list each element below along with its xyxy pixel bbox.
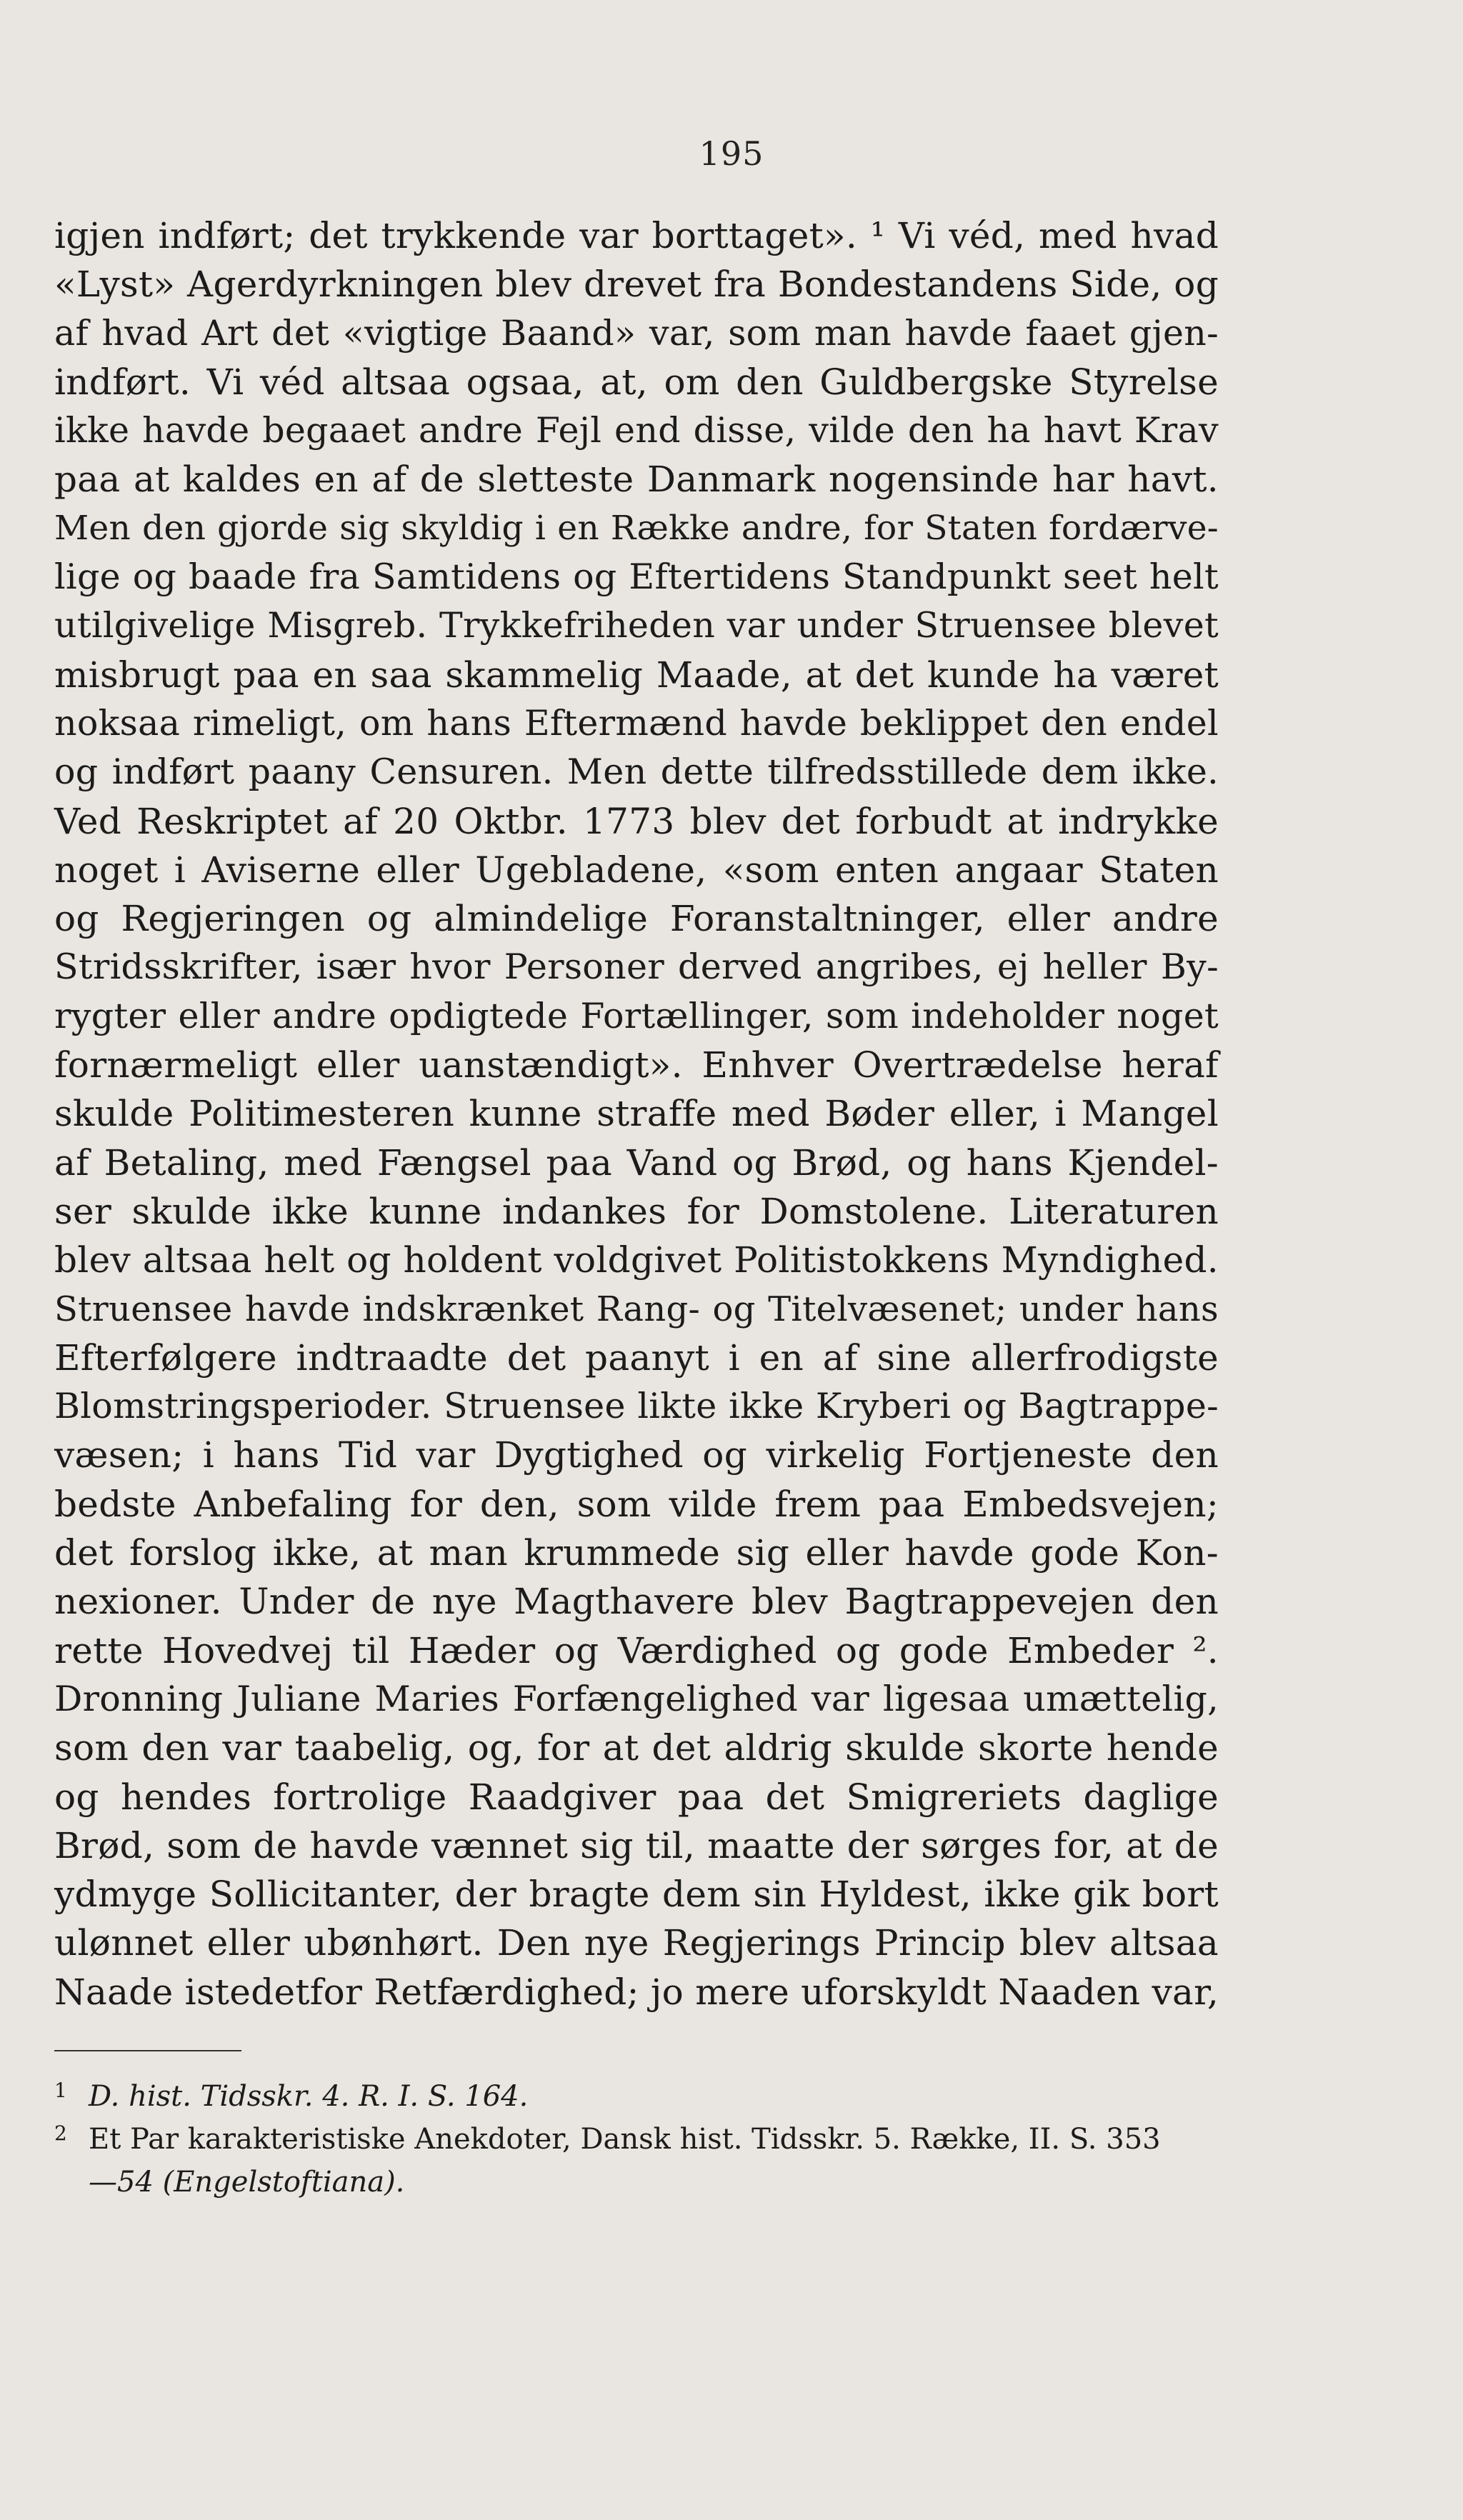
- text-line: og Regjeringen og almindelige Foranstaltninger, eller andre: [54, 898, 1219, 940]
- text-line: indført. Vi véd altsaa ogsaa, at, om den Guldbergske Styrelse: [54, 361, 1219, 403]
- text-line: rette Hovedvej til Hæder og Værdighed og gode Embeder ².: [54, 1629, 1219, 1671]
- footnote-marker: 1: [54, 2079, 67, 2102]
- text-line: paa at kaldes en af de sletteste Danmark nogensinde har havt.: [54, 459, 1219, 501]
- footnote-text: Et Par karakteristiske Anekdoter, Dansk hist. Tidsskr. 5. Række, II. S. 353: [89, 2123, 1161, 2156]
- text-line: ydmyge Sollicitanter, der bragte dem sin Hyldest, ikke gik bort: [54, 1874, 1219, 1916]
- footnote-divider: [54, 2050, 241, 2051]
- text-line: som den var taabelig, og, for at det aldrig skulde skorte hende: [54, 1727, 1219, 1769]
- text-line: Ved Reskriptet af 20 Oktbr. 1773 blev det forbudt at indrykke: [54, 800, 1219, 842]
- text-line: Blomstringsperioder. Struensee likte ikke Kryberi og Bagtrappe-: [54, 1386, 1219, 1427]
- text-line: det forslog ikke, at man krummede sig eller havde gode Kon-: [54, 1532, 1219, 1574]
- text-line: lige og baade fra Samtidens og Eftertidens Standpunkt seet helt: [54, 556, 1219, 598]
- footnote-2-continuation: [54, 2161, 1226, 2204]
- footnote-text: —54 (Engelstoftiana).: [89, 2166, 405, 2199]
- text-line: skulde Politimesteren kunne straffe med Bøder eller, i Mangel: [54, 1093, 1219, 1135]
- footnote-1: [54, 2075, 1226, 2118]
- text-line: og hendes fortrolige Raadgiver paa det Smigreriets daglige: [54, 1776, 1219, 1818]
- text-line: Dronning Juliane Maries Forfængelighed var ligesaa umættelig,: [54, 1678, 1219, 1719]
- text-line: noget i Aviserne eller Ugebladene, «som enten angaar Staten: [54, 849, 1219, 891]
- text-line: rygter eller andre opdigtede Fortællinger, som indeholder noget: [54, 995, 1219, 1036]
- text-line: nexioner. Under de nye Magthavere blev Bagtrappevejen den: [54, 1581, 1219, 1623]
- text-line: af Betaling, med Fængsel paa Vand og Brød, og hans Kjendel-: [54, 1141, 1219, 1184]
- body-text: [54, 211, 1219, 2016]
- footnote-text: D. hist. Tidsskr. 4. R. I. S. 164.: [89, 2080, 529, 2113]
- text-line: ser skulde ikke kunne indankes for Domstolene. Literaturen: [54, 1190, 1219, 1232]
- text-line: noksaa rimeligt, om hans Eftermænd havde beklippet den endel: [54, 702, 1219, 744]
- text-line: «Lyst» Agerdyrkningen blev drevet fra Bondestandens Side, og: [54, 264, 1219, 306]
- text-line: væsen; i hans Tid var Dygtighed og virkelig Fortjeneste den: [54, 1434, 1219, 1476]
- text-line: Naade istedetfor Retfærdighed; jo mere uforskyldt Naaden var,: [54, 1971, 1219, 2013]
- text-line: igjen indført; det trykkende var borttaget». ¹ Vi véd, med hvad: [54, 215, 1219, 256]
- text-line: af hvad Art det «vigtige Baand» var, som man havde faaet gjen-: [54, 312, 1219, 354]
- text-line: utilgivelige Misgreb. Trykkefriheden var under Struensee blevet: [54, 605, 1219, 646]
- text-line: Brød, som de havde vænnet sig til, maatte der sørges for, at de: [54, 1824, 1219, 1866]
- footnote-2: [54, 2118, 1226, 2161]
- text-line: Men den gjorde sig skyldig i en Række andre, for Staten fordærve-: [54, 508, 1219, 548]
- text-line: blev altsaa helt og holdent voldgivet Politistokkens Myndighed.: [54, 1239, 1219, 1281]
- text-line: misbrugt paa en saa skammelig Maade, at det kunde ha været: [54, 654, 1219, 696]
- text-line: ulønnet eller ubønhørt. Den nye Regjerings Princip blev altsaa: [54, 1922, 1219, 1964]
- text-line: ikke havde begaaet andre Fejl end disse, vilde den ha havt Krav: [54, 410, 1219, 451]
- text-line: Efterfølgere indtraadte det paanyt i en af sine allerfrodigste: [54, 1336, 1219, 1379]
- text-line: Struensee havde indskrænket Rang- og Titelvæsenet; under hans: [54, 1289, 1219, 1329]
- text-line: fornærmeligt eller uanstændigt». Enhver Overtrædelse heraf: [54, 1044, 1219, 1086]
- text-line: Stridsskrifter, især hvor Personer derved angribes, ej heller By-: [54, 946, 1219, 988]
- footnote-marker: 2: [54, 2121, 67, 2145]
- text-line: og indført paany Censuren. Men dette tilfredsstillede dem ikke.: [54, 751, 1219, 793]
- page-number: 195: [699, 134, 764, 173]
- text-line: bedste Anbefaling for den, som vilde frem paa Embedsvejen;: [54, 1483, 1219, 1525]
- footnotes: [54, 2075, 1226, 2204]
